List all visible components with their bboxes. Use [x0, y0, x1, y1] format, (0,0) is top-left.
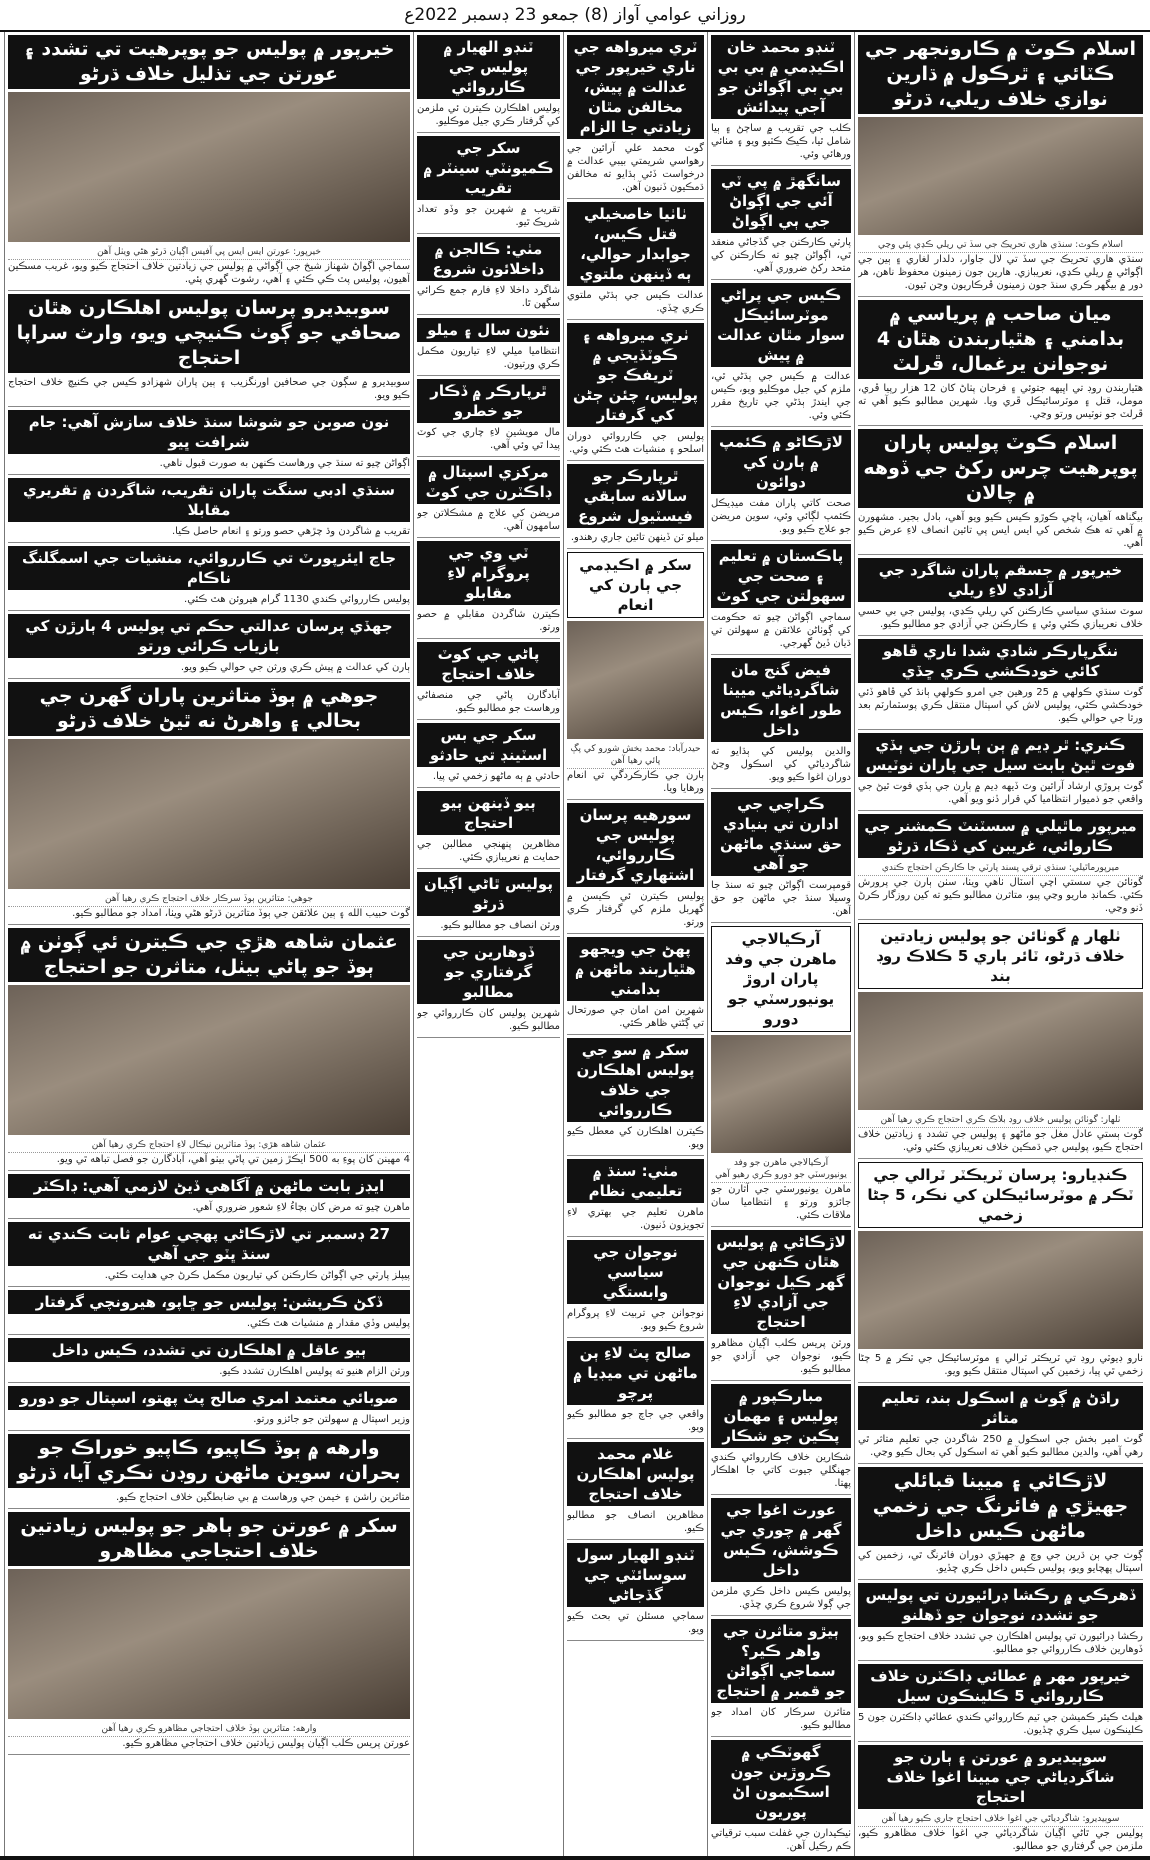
- article-headline: پوليس ٿاڻي اڳيان ڌرڻو: [417, 872, 560, 916]
- article-headline: پهڻ جي ويجهو هٿياربند ماڻهن ۾ بدامني: [567, 937, 704, 1001]
- news-photo: [711, 1035, 851, 1153]
- article: [711, 32, 851, 166]
- article-headline: ڪنڊيارو: پرسان ٽريڪٽر ٽرالي جي ٽڪر ۾ موٽرسائيڪلن کي نڪر، 5 ڄڻا زخمي: [858, 1162, 1143, 1228]
- article-body: تقريب ۾ شاگردن وڌ چڙهي حصو ورتو ۽ انعام حاصل ڪيا.: [171, 526, 410, 537]
- article-body: عدالت ڪيس جي ٻڌڻي ملتوي ڪري ڇڏي.: [567, 290, 704, 314]
- article: [417, 315, 560, 376]
- column-1: [854, 32, 1146, 1856]
- article-body: 4 مهينن کان پوءِ به 500 ايڪڙ زمين تي پاڻي بيٺو آهي، آبادگارن جو فصل تباهه ٿي ويو.: [56, 1154, 410, 1165]
- article-body: متاثرين راشن ۽ خيمن جي ورهاست ۾ بي ضابطگين خلاف احتجاج ڪيو.: [116, 1492, 410, 1503]
- article: [567, 1237, 704, 1338]
- news-photo: [8, 1569, 410, 1719]
- article-body: سوٽ سنڌي سياسي ڪارڪنن کي ريلي ڪڍي، پوليس جي بي حسي خلاف نعريبازي ڪئي وئي ۽ ڪارڪنن جي آزادي جو مطالبو ڪيو.: [858, 606, 1143, 630]
- article: [8, 1287, 410, 1335]
- news-photo: [858, 117, 1143, 235]
- article-headline: ٽنڊو محمد خان اڪيڊمي ۾ بي بي بي بي اڳواڻن جو آجي پيدائش: [711, 35, 851, 119]
- article-body: شڪارين خلاف ڪارروائي ڪندي جهنگلي جيوت کاتي جا اهلڪار پهتا.: [711, 1452, 851, 1489]
- article-headline: مرکزي اسپتال ۾ ڊاڪٽرن جي کوٽ: [417, 460, 560, 504]
- article-body: رڪشا ڊرائيورن تي پوليس اهلڪارن جي تشدد خلاف احتجاج ڪيو ويو، ڏوهارين خلاف ڪارروائي جو مطالبو.: [858, 1631, 1143, 1655]
- article-body: پوليس ڪيس داخل ڪري ملزمن جي ڳولا شروع ڪري ڇڏي.: [711, 1586, 851, 1610]
- article-headline: فيض گنج مان شاگردياڻي ميينا طور اغوا، ڪيس داخل: [711, 658, 851, 742]
- article: [8, 679, 410, 925]
- article-headline: مٺي: ڪالجن ۾ داخلائون شروع: [417, 237, 560, 281]
- article-headline: صوبائي معتمد امري صالح پٽ پهتو، اسپتال جو دورو: [8, 1386, 410, 1410]
- article-headline: عثمان شاهه هڙي جي ڪيترن ئي ڳوٺن ۾ ٻوڏ جو پاڻي بيٺل، متاثرن جو احتجاج: [8, 928, 410, 982]
- article-body: متاثرن سرڪار کان امداد جو مطالبو ڪيو.: [711, 1707, 851, 1731]
- article-headline: صالح پٽ لاءِ ٻن ماڻهن تي ميڊيا ۾ پرچو: [567, 1341, 704, 1405]
- article: [567, 800, 704, 934]
- article: [8, 407, 410, 475]
- article-body: ٻارن کي عدالت ۾ پيش ڪري ورثن جي حوالي ڪيو ويو.: [180, 662, 410, 673]
- photo-caption: ميرپورماٿيلي: سنڌي ترقي پسند پارٽي جا ڪارڪن احتجاج ڪندي: [858, 861, 1143, 876]
- article: [858, 636, 1143, 730]
- article-headline: لاڙڪاڻي ۾ پوليس هٿان ڪنهن جي گهر ڪيل نوجوان جي آزادي لاءِ احتجاج: [711, 1230, 851, 1334]
- article-body: گوٺ ٻستي عادل مغل جو ماڻهو ۽ پوليس جي تشدد ۽ زيادتين خلاف احتجاج ڪيو، پوليس جي ڌمڪين خلاف نعريبازي ڪئي وئي.: [858, 1129, 1143, 1153]
- article-body: پوليس وڏي مقدار ۾ منشيات هٿ ڪئي.: [246, 1318, 410, 1329]
- article-headline: جاڃ ايئرپورٽ تي ڪارروائي، منشيات جي اسمگلنگ ناڪام: [8, 546, 410, 590]
- article-body: ورثن پريس ڪلب اڳيان مظاهرو ڪيو، نوجوان جي آزادي جو مطالبو ڪيو.: [711, 1338, 851, 1375]
- article-body: ڪلب جي تقريب ۾ ساڄڻ ۽ ٻيا شامل ٿيا، ڪيڪ ڪٽيو ويو ۽ مٺائي ورهائي وئي.: [711, 123, 851, 160]
- article: [8, 1509, 410, 1755]
- article-headline: پاڻي جي کوٽ خلاف احتجاج: [417, 642, 560, 686]
- article-headline: راڌڻ ۾ ڳوٺ ۾ اسڪول بند، تعليم متاثر: [858, 1386, 1143, 1430]
- article-body: بيگناهه آهيان، پاڇي ڪوڙو ڪيس ڪيو ويو آهي، بادل بجير. مشهورن ۾ آهي ته هڪ شخص کي ايس ايس پي تائين انصاف لاءِ عرض ڪيو آهي.: [858, 512, 1143, 549]
- column-3: [563, 32, 707, 1856]
- article-headline: عورت اغوا جي گهر ۾ چوري جي ڪوشش، ڪيس داخل: [711, 1498, 851, 1582]
- article: [8, 1431, 410, 1509]
- article-body: ٺيڪيدارن جي غفلت سبب ترقياتي ڪم رڪيل آهن.: [711, 1828, 851, 1852]
- article: [8, 291, 410, 407]
- article-headline: خيرپور ۾ پوليس جو پوپرهيت تي تشدد ۽ عورتن جي تذليل خلاف ڌرڻو: [8, 35, 410, 89]
- article-headline: وارهه ۾ ٻوڏ ڪاپيو، ڪاپيو خوراڪ جو بحران، سوين ماڻهن روڊن نڪري آيا، ڌرڻو: [8, 1434, 410, 1488]
- article: [8, 543, 410, 611]
- column-4: [413, 32, 563, 1856]
- article-body: سوبيديرو ۾ سڳون جي صحافين اورنگزيب ۽ ٻين پاران شهزادو ڪيس جي ڪنيچ خلاف احتجاج ڪيو ويو.: [8, 377, 410, 401]
- article-headline: ٺلهار ۾ گوٺائن جو پوليس زيادتين خلاف ڌرڻو، ٽائر ٻاري 5 ڪلاڪ روڊ بند: [858, 923, 1143, 989]
- article-headline: ڏکڻ ڪرپشن: پوليس جو ڇاپو، هيرونچي گرفتار: [8, 1290, 410, 1314]
- article: [567, 1338, 704, 1439]
- article-headline: ٻيڙو متاثرن جي واهر ڪير؟ سماجي اڳواڻن جو قمبر ۾ احتجاج: [711, 1619, 851, 1703]
- article-body: مظاهرين انصاف جو مطالبو ڪيو.: [567, 1510, 704, 1534]
- newspaper-masthead: [0, 0, 1150, 32]
- article-body: ماهرن چيو ته مرض کان بچاءُ لاءِ شعور ضروري آهي.: [192, 1202, 410, 1213]
- article-headline: مٺي: سنڌ ۾ تعليمي نظام: [567, 1159, 704, 1203]
- article-headline: ڏوهارين جي گرفتاري جو مطالبو: [417, 940, 560, 1004]
- article: [858, 555, 1143, 636]
- article-body: پوليس جي ڪارروائي دوران اسلحو ۽ منشيات هٿ ڪئي وئي.: [567, 431, 704, 455]
- article-headline: ڪنري: ٿر ڊيم ۾ ٻن ٻارڙن جي ٻڏي فوت ٿيڻ بابت سيل جي پاران نوٽيس: [858, 733, 1143, 777]
- article-body: پوليس اهلڪارن ڪيترن ئي ملزمن کي گرفتار ڪري جيل موڪليو.: [417, 103, 560, 127]
- article: [711, 1227, 851, 1381]
- article-headline: لاڙڪاڻي ۽ ميينا قبائلي جهيڙي ۾ فائرنگ جي زخمي ماڻهن ڪيس داخل: [858, 1467, 1143, 1546]
- article-body: گوٺ ٻروڙي ارشاد آرائين وٽ ڏيهه ڊيم ۾ ٻارن جي ٻڏي فوت ٿيڻ جي واقعي جو ذميوار انتظاميا کي قرار ڏنو ويو آهي.: [858, 781, 1143, 805]
- article-headline: خيرپور مهر ۾ عطائي ڊاڪٽرن خلاف ڪارروائي 5 ڪلينڪون سيل: [858, 1664, 1143, 1708]
- article-headline: سکر ۾ عورتن جو ٻاهر جو پوليس زيادتين خلاف احتجاجي مظاهرو: [8, 1512, 410, 1566]
- news-photo: [8, 739, 410, 889]
- article-headline: ٿرپارڪر جو سالانه سابقي فيسٽيول شروع: [567, 464, 704, 528]
- article-headline: ٽنڊو الهيار سول سوسائٽي جي گڏجاڻي: [567, 1543, 704, 1607]
- article: [858, 1383, 1143, 1464]
- article-headline: ڏهرڪي ۾ رڪشا ڊرائيورن تي پوليس جو تشدد، نوجوان جو ڏهلنو: [858, 1583, 1143, 1627]
- article-body: عورتن پريس ڪلب اڳيان پوليس زيادتين خلاف احتجاجي مظاهرو ڪيو.: [122, 1738, 410, 1749]
- article: [711, 1495, 851, 1616]
- article: [858, 1742, 1143, 1856]
- article-body: گوٺ امير بخش جي اسڪول ۾ 250 شاگردن جي تعليم متاثر ٿي رهي آهي، والدين مطالبو ڪيو آهي ته اسڪول کي بحال ڪيو وڃي.: [858, 1434, 1143, 1458]
- article: [8, 925, 410, 1171]
- article-body: ورثن الزام هنيو ته پوليس اهلڪارن تشدد ڪيو.: [219, 1366, 410, 1377]
- article-headline: ٺاٺيا خاصخيلي قتل ڪيس، جوابدار حوالي، ٻه ڏينهن ملتوي: [567, 202, 704, 286]
- article-body: سماجي اڳواڻن چيو ته حڪومت کي ڳوٺاڻن علائقن ۾ سهولتن تي ڌيان ڏيڻ گهرجي.: [711, 612, 851, 649]
- article-headline: سکر جي بس اسٽينڊ تي حادثو: [417, 723, 560, 767]
- article: [711, 541, 851, 655]
- article-body: آبادگارن پاڻي جي منصفاڻي ورهاست جو مطالبو ڪيو.: [417, 690, 560, 714]
- article: [567, 1156, 704, 1237]
- article-headline: سکر ۾ اڪيڊمي جي ٻارن کي انعام: [567, 552, 704, 618]
- article: [417, 234, 560, 315]
- article-body: ڪيترن اهلڪارن کي معطل ڪيو ويو.: [567, 1126, 704, 1150]
- article-body: ماهرن يونيورسٽي جي آثارن جو جائزو ورتو ۽ انتظاميا سان ملاقات ڪئي.: [711, 1184, 851, 1221]
- article-headline: سوبيديرو پرسان پوليس اهلڪارن هٿان صحافي جو ڳوٺ ڪنيچي ويو، وارث سراپا احتجاج: [8, 294, 410, 373]
- article: [417, 639, 560, 720]
- article: [417, 538, 560, 639]
- article: [858, 1159, 1143, 1383]
- article: [858, 920, 1143, 1159]
- article-headline: سکر جي ڪميونٽي سينٽر ۾ تقريب: [417, 136, 560, 200]
- article: [858, 1580, 1143, 1661]
- article: [711, 789, 851, 923]
- masthead-title: روزاني عوامي آواز (8) جمعو 23 ڊسمبر 2022ع: [404, 5, 746, 25]
- article-headline: مبارڪپور ۾ پوليس ۽ مهمان پڪين جو شڪار: [711, 1384, 851, 1448]
- article-headline: اسلام ڪوٽ ۾ ڪارونجهر جي ڪٽائي ۽ ٿرڪول ۾ ڌارين نوازي خلاف ريلي، ڌرڻو: [858, 35, 1143, 114]
- article: [858, 1661, 1143, 1742]
- article-headline: جوهي ۾ ٻوڏ متاثرين پاران گهرن جي بحالي ۽ واهرڻ نه ٿيڻ خلاف ڌرڻو: [8, 682, 410, 736]
- article-body: اڳواڻن چيو ته سنڌ جي ورهاست ڪنهن به صورت قبول ناهي.: [159, 458, 410, 469]
- article-headline: ڪراچي جي ادارن تي بنيادي حق سنڌي ماڻهن جو آهي: [711, 792, 851, 876]
- article-headline: ٻيو عاقل ۾ اهلڪارن تي تشدد، ڪيس داخل: [8, 1338, 410, 1362]
- article-body: پوليس جي ٿاڻي اڳيان شاگردياڻي جي اغوا خلاف مظاهرو ڪيو، ملزمن جي گرفتاري جو مطالبو.: [858, 1828, 1143, 1852]
- article: [567, 461, 704, 549]
- article-headline: ٿرپارڪر ۾ ڏڪار جو خطرو: [417, 379, 560, 423]
- news-photo: [858, 1231, 1143, 1349]
- article: [417, 457, 560, 538]
- article-headline: غلام محمد پوليس اهلڪارن خلاف احتجاج: [567, 1442, 704, 1506]
- article: [417, 788, 560, 869]
- article-body: والدين پوليس کي ٻڌايو ته شاگردياڻي کي اسڪول وڃڻ دوران اغوا ڪيو ويو.: [711, 746, 851, 783]
- article-body: هيلٿ ڪيئر ڪميشن جي ٽيم ڪارروائي ڪندي عطائي ڊاڪٽرن جون 5 ڪلينڪون سيل ڪري ڇڏيون.: [858, 1712, 1143, 1736]
- article-headline: سانگهڙ ۾ پي ٽي آئي جي اڳواڻ جي ٻي اڳواڻ: [711, 169, 851, 233]
- photo-caption: آرڪيالاجي ماهرن جو وفد يونيورسٽي جو دورو ڪري رهيو آهي: [711, 1156, 851, 1183]
- page-bottom-rule: [0, 1856, 1150, 1860]
- article: [8, 32, 410, 291]
- article-headline: سکر ۾ سو جي پوليس اهلڪارن جي خلاف ڪارروائي: [567, 1038, 704, 1122]
- article-body: وزير اسپتال ۾ سهولتن جو جائزو ورتو.: [253, 1414, 410, 1425]
- article: [567, 320, 704, 461]
- article-headline: سورهيه پرسان پوليس جي ڪارروائي، اشتهاري گرفتار: [567, 803, 704, 887]
- article: [567, 199, 704, 320]
- article-body: قومپرست اڳواڻن چيو ته سنڌ جا وسيلا سنڌ جي ماڻهن جو حق آهن.: [711, 880, 851, 917]
- article: [417, 937, 560, 1038]
- photo-caption: اسلام ڪوٽ: سنڌي هاري تحريڪ جي سڏ تي ريلي ڪڍي پئي وڃي: [858, 238, 1143, 253]
- article: [711, 427, 851, 541]
- photo-caption: سوٻيديرو: شاگردياڻي جي اغوا خلاف احتجاج جاري ڪيو رهيا آهن: [858, 1812, 1143, 1827]
- article-body: شهرين امن امان جي صورتحال تي ڳڻتي ظاهر ڪئي.: [567, 1005, 704, 1029]
- article-headline: ايڊز بابت ماڻهن ۾ آگاهي ڏيڻ لازمي آهي: ڊاڪٽر: [8, 1174, 410, 1198]
- newspaper-page: [4, 32, 1146, 1856]
- article-body: ميلو ٽن ڏينهن تائين جاري رهندو.: [570, 532, 704, 543]
- news-photo: [567, 621, 704, 739]
- article: [417, 133, 560, 234]
- article-body: تقريب ۾ شهرين جو وڏو تعداد شريڪ ٿيو.: [417, 204, 560, 228]
- article-headline: خيرپور ۾ جسقم پاران شاگرد جي آزادي لاءِ ريلي: [858, 558, 1143, 602]
- article-body: نوجوانن جي تربيت لاءِ پروگرام شروع ڪيو ويو.: [567, 1308, 704, 1332]
- article-body: سماجي مسئلن تي بحث ڪيو ويو.: [567, 1611, 704, 1635]
- article-headline: نئون سال ۽ ميلو: [417, 318, 560, 342]
- article: [417, 869, 560, 937]
- article-headline: ٻيو ڏينهن ٻيو احتجاج: [417, 791, 560, 835]
- photo-caption: عثمان شاهه هڙي: ٻوڏ متاثرين نيڪال لاءِ احتجاج ڪري رهيا آهن: [8, 1138, 410, 1153]
- article: [567, 934, 704, 1035]
- photo-caption: ٺلهار: گوٺائن پوليس خلاف روڊ بلاڪ ڪري احتجاج ڪري رهيا آهن: [858, 1113, 1143, 1128]
- photo-caption: وارهه: متاثرين ٻوڏ خلاف احتجاجي مظاهرو ڪري رهيا آهن: [8, 1722, 410, 1737]
- article: [8, 1171, 410, 1219]
- article: [8, 475, 410, 543]
- article-body: ٻارن جي ڪارڪردگي تي انعام ورهايا ويا.: [567, 770, 704, 794]
- article: [417, 720, 560, 788]
- article-headline: پاڪستان ۾ تعليم ۽ صحت جي سهولتن جي کوٽ: [711, 544, 851, 608]
- article-body: مريضن کي علاج ۾ مشڪلاتن جو سامهون آهي.: [417, 508, 560, 532]
- article: [858, 730, 1143, 811]
- article-headline: نون صوبن جو شوشا سنڌ خلاف سازش آهي: جام شرافت ڀيو: [8, 410, 410, 454]
- article-headline: گهوٽڪي ۾ ڪروڙين جون اسڪيمون اڻ پوريون: [711, 1740, 851, 1824]
- article-body: پوليس ڪيترن ئي ڪيسن ۾ گهربل ملزم کي گرفتار ڪري ورتو.: [567, 891, 704, 928]
- news-photo: [8, 985, 410, 1135]
- article-body: پيپلز پارٽي جي اڳواڻن ڪارڪنن کي تياريون مڪمل ڪرڻ جي هدايت ڪئي.: [104, 1270, 410, 1281]
- article: [567, 549, 704, 800]
- article-headline: اسلام ڪوٽ پوليس پاران پوپرهيت چرس رکڻ جي ڏوهه ۾ چالان: [858, 429, 1143, 508]
- article-body: عدالت ۾ ڪيس جي ٻڌڻي ٿي، ملزم کي جيل موڪليو ويو، ڪيس جي ايندڙ ٻڌڻي جي تاريخ مقرر ڪئي وئي.: [711, 371, 851, 421]
- article-body: سنڌي هاري تحريڪ جي سڏ تي لال جاوار، دلدار لغاري ۽ ٻين جي اڳواڻي ۾ ريلي ڪڍي، نعريبازي. هارين جون زمينون محفوظ ناهن، هر دور ۾ بيگهر ڪري سنڌ جون زمينون ڦرڪاريون وڃن ٿيون.: [858, 254, 1143, 291]
- article: [858, 811, 1143, 920]
- article: [417, 376, 560, 457]
- article-headline: ميرپور ماٿيلي ۾ سسٽنٽ ڪمشنر جي ڪاروائي، غريبن کي ڏڪا، ڌرڻو: [858, 814, 1143, 858]
- article-body: گوٺ سنڌي ڪولهي ۾ 25 ورهين جي امرو ڪولهي ٻانڌ کي ڦاهو ڏئي خودڪشي ڪئي، پوليس لاش کي اسپتال منتقل ڪري پوسٽمارٽم بعد ورثا جي حوالي ڪيو.: [858, 687, 1143, 724]
- article: [711, 1381, 851, 1495]
- article: [858, 426, 1143, 555]
- article: [567, 1035, 704, 1156]
- photo-caption: حيدرآباد: محمد بخش شورو کي پڳ پائي رهيا آهن: [567, 742, 704, 769]
- article-body: گوٺ حبيب الله ۽ ٻين علائقن جي ٻوڏ متاثرين ڌرڻو هڻي ويٺا، امداد جو مطالبو ڪيو.: [72, 908, 410, 919]
- article-headline: سوٻيديرو ۾ عورتن ۽ ٻارن جو شاگردياڻي جي ميينا اغوا خلاف احتجاج: [858, 1745, 1143, 1809]
- article-body: هٿياربندن روڊ تي اڀيهه جتوئي ۽ فرحان پٺاڻ کان 12 هزار رپيا ڦري، مومل، قتل ۽ موٽرسائيڪل ڦري ويا. شهرين مطالبو ڪيو آهي ته ڦرلٽ جو نوٽيس ورتو وڃي.: [858, 383, 1143, 420]
- article: [858, 297, 1143, 426]
- article: [567, 1540, 704, 1641]
- article-body: ماهرن تعليم جي بهتري لاءِ تجويزون ڏنيون.: [567, 1207, 704, 1231]
- article-body: مال مويشين لاءِ چاري جي کوٽ پيدا ٿي وئي آهي.: [417, 427, 560, 451]
- article: [711, 655, 851, 789]
- article-headline: جهڏي پرسان عدالتي حڪم تي پوليس 4 ٻارڙن کي بازياب ڪرائي ورتو: [8, 614, 410, 658]
- article: [8, 611, 410, 679]
- article: [711, 923, 851, 1227]
- article-headline: 27 ڊسمبر تي لاڙڪاڻي پهچي عوام ثابت ڪندي ته سنڌ ڀٽو جي آهي: [8, 1222, 410, 1266]
- article-body: پوليس ڪارروائي ڪندي 1130 گرام هيروئن هٿ ڪئي.: [184, 594, 410, 605]
- article: [711, 166, 851, 280]
- column-5: [4, 32, 413, 1856]
- article: [567, 32, 704, 199]
- article-body: انتظاميا ميلي لاءِ تياريون مڪمل ڪري ورتيون.: [417, 346, 560, 370]
- article-body: مظاهرين پنهنجي مطالبن جي حمايت ۾ نعريبازي ڪئي.: [417, 839, 560, 863]
- article: [8, 1335, 410, 1383]
- article: [8, 1383, 410, 1431]
- column-2: [707, 32, 854, 1856]
- article: [567, 1439, 704, 1540]
- article: [711, 1737, 851, 1856]
- article-headline: ٽنڊو الهيار ۾ پوليس جي ڪارروائي: [417, 35, 560, 99]
- article-headline: ميان صاحب ۾ پرياسي ۾ بدامني ۽ هٿياربندن هٿان 4 نوجوانن يرغمال، ڦرلٽ: [858, 300, 1143, 379]
- article-body: واقعي جي جاچ جو مطالبو ڪيو ويو.: [567, 1409, 704, 1433]
- news-photo: [8, 92, 410, 242]
- article-body: صحت کاتي پاران مفت ميڊيڪل ڪئمپ لڳائي وئي، سوين مريضن جو علاج ڪيو ويو.: [711, 498, 851, 535]
- article-body: سماجي اڳواڻ شهناز شيخ جي اڳواڻي ۾ پوليس جي زيادتين خلاف احتجاج ڪيو ويو، غريب مسڪين آهيون، پوليس پٽ ڪي ڪئي ۽ آهي، رشوت گهري پئي.: [8, 261, 410, 285]
- article-body: نارو ڊيوٽي روڊ تي ٽريڪٽر ٽرالي ۽ موٽرسائيڪل جي ٽڪر ۾ 5 ڄڻا زخمي ٿي پيا، زخمين کي اسپتال منتقل ڪيو ويو.: [858, 1353, 1143, 1377]
- article-headline: آرڪيالاجي ماهرن جي وفد پاران اروڙ يونيورسٽي جو دورو: [711, 926, 851, 1032]
- article-headline: ٽي وي جي پروگرام لاءِ مقابلو: [417, 541, 560, 605]
- article-body: ڪيترن شاگردن مقابلي ۾ حصو ورتو.: [417, 609, 560, 633]
- article: [711, 280, 851, 427]
- article-headline: لاڙڪاڻو ۾ ڪئمپ ۾ ٻارن کي دوائون: [711, 430, 851, 494]
- article-body: ورثن انصاف جو مطالبو ڪيو.: [440, 920, 560, 931]
- article: [711, 1616, 851, 1737]
- article: [858, 1464, 1143, 1580]
- article-headline: ٺري ميرواهه ۽ ڪوٽڏيجي ۾ ٽريفڪ جو پوليس، چئن ڄڻن کي گرفتار: [567, 323, 704, 427]
- photo-caption: خيرپور: عورتن ايس ايس پي آفيس اڳيان ڌرڻو هڻي ويٺل آهن: [8, 245, 410, 260]
- photo-caption: جوهي: متاثرين ٻوڏ سرڪار خلاف احتجاج ڪري رهيا آهن: [8, 892, 410, 907]
- article-body: حادثي ۾ ٻه ماڻهو زخمي ٿي پيا.: [432, 771, 560, 782]
- article: [417, 32, 560, 133]
- article-body: ڳوٺ جي ٻن ڌرين جي وچ ۾ جهيڙي دوران فائرنگ ٿي، زخمين کي اسپتال پهچايو ويو، پوليس ڪيس داخل ڪري ڇڏيو.: [858, 1550, 1143, 1574]
- article-headline: نوجوان جي سياسي وابستگي: [567, 1240, 704, 1304]
- article-body: پارٽي ڪارڪنن جي گڏجاڻي منعقد ٿي، اڳواڻن چيو ته ڪارڪنن کي متحد رکڻ ضروري آهي.: [711, 237, 851, 274]
- article-body: گوٺائن جي سستي اچي اسٽال ٺاهي ويٺا، سٺن ٻارن جي پرورش ڪئي. ڪمانڊ ماريو وڃي پيو، متاثرن مطالبو ڪيو ته کين روزگار ڪرڻ ڏنو وڃي.: [858, 877, 1143, 914]
- article-headline: ٽري ميرواهه جي ناري خيرپور جي عدالت ۾ پيش، مخالفن مٿان زيادتي جا الزام: [567, 35, 704, 139]
- article-body: شهرين پوليس کان ڪارروائي جو مطالبو ڪيو.: [417, 1008, 560, 1032]
- article-headline: سنڌي ادبي سنگت پاران تقريب، شاگردن ۾ تقريري مقابلا: [8, 478, 410, 522]
- article: [8, 1219, 410, 1287]
- article-headline: ننگرپارڪر شادي شدا ناري ڦاهو کائي خودڪشي ڪري ڇڏي: [858, 639, 1143, 683]
- article: [858, 32, 1143, 297]
- article-body: گوٺ محمد علي آرائين جي رهواسي شريمتي بيبي عدالت ۾ درخواست ڏئي ٻڌايو ته مخالفن ڌمڪيون ڏنيون آهن.: [567, 143, 704, 193]
- news-photo: [858, 992, 1143, 1110]
- article-headline: ڪيس جي پراڻي موٽرسائيڪل سوار مٿان عدالت ۾ پيش: [711, 283, 851, 367]
- article-body: شاگرد داخلا لاءِ فارم جمع ڪرائي سگهن ٿا.: [417, 285, 560, 309]
